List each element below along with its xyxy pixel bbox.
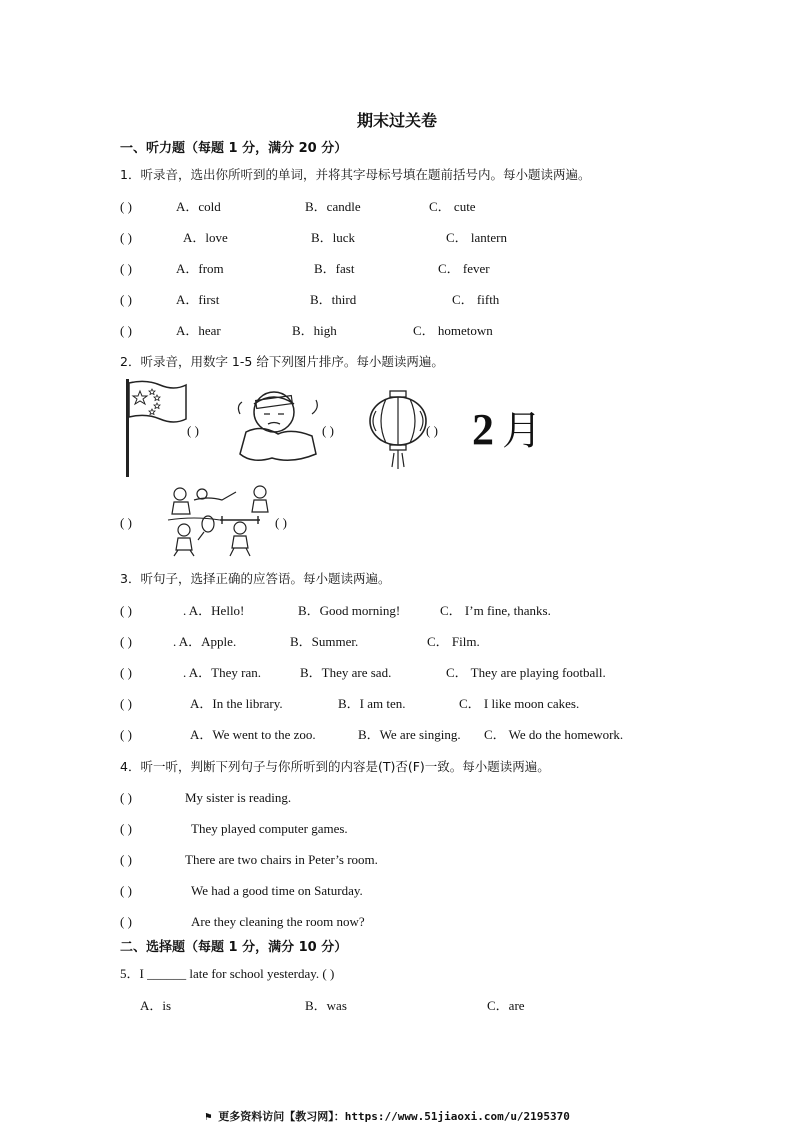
q4-statement: They played computer games. [191, 821, 348, 836]
q4-statement: My sister is reading. [185, 790, 292, 805]
q1-option-a: A．first [176, 292, 220, 307]
answer-paren: ( ) [120, 515, 132, 530]
answer-paren: ( ) [120, 821, 132, 836]
section-choice-heading: 二、选择题（每题 1 分，满分 10 分） [120, 940, 348, 955]
q4-statement: We had a good time on Saturday. [191, 883, 363, 898]
q4-statement: There are two chairs in Peter’s room. [185, 852, 378, 867]
q3-option-b: B．They are sad. [300, 665, 392, 680]
q4-statement: Are they cleaning the room now? [191, 914, 365, 929]
answer-paren: ( ) [426, 423, 438, 438]
lantern-picture [366, 389, 430, 471]
q1-option-b: B．high [292, 323, 337, 338]
q3-option-a: . A．They ran. [183, 665, 261, 680]
q1-option-b: B．third [310, 292, 357, 307]
answer-paren: ( ) [120, 230, 132, 245]
q4-prompt: 4．听一听，判断下列句子与你所听到的内容是(T)否(F)一致。每小题读两遍。 [120, 759, 550, 774]
chinese-flag-picture [124, 377, 188, 479]
q5-prompt: 5．I ______ late for school yesterday. ( ) [120, 966, 335, 981]
q3-option-a: . A．Hello! [183, 603, 245, 618]
q3-option-c: C． We do the homework. [484, 727, 624, 742]
q1-option-a: A．love [183, 230, 228, 245]
q1-option-c: C． fever [438, 261, 490, 276]
month-character: 月 [502, 408, 542, 454]
answer-paren: ( ) [120, 790, 132, 805]
answer-paren: ( ) [120, 603, 132, 618]
answer-paren: ( ) [120, 727, 132, 742]
q5-option-a: A．is [140, 998, 172, 1013]
answer-paren: ( ) [120, 261, 132, 276]
q3-option-b: B．Good morning! [298, 603, 401, 618]
footer-text: 更多资料访问【教习网】：https://www.51jiaoxi.com/u/2195370 [218, 1110, 570, 1123]
q3-option-b: B．I am ten. [338, 696, 406, 711]
flag-icon: ⚑ [205, 1110, 219, 1123]
answer-paren: ( ) [120, 914, 132, 929]
february-picture [472, 406, 542, 455]
answer-paren: ( ) [275, 515, 287, 530]
answer-paren: ( ) [120, 634, 132, 649]
q3-option-c: C． I like moon cakes. [459, 696, 580, 711]
q1-option-c: C． cute [429, 199, 476, 214]
q3-option-c: C． Film. [427, 634, 480, 649]
q1-option-b: B．luck [311, 230, 356, 245]
footer-link[interactable] [205, 1108, 570, 1124]
answer-paren: ( ) [120, 292, 132, 307]
q1-option-a: A．cold [176, 199, 221, 214]
section-listening-heading: 一、听力题（每题 1 分，满分 20 分） [120, 141, 348, 156]
answer-paren: ( ) [120, 199, 132, 214]
sports-picture [164, 484, 276, 558]
q3-option-c: C． They are playing football. [446, 665, 606, 680]
q1-option-c: C． hometown [413, 323, 493, 338]
q3-option-a: A．In the library. [190, 696, 283, 711]
q3-prompt: 3．听句子，选择正确的应答语。每小题读两遍。 [120, 571, 391, 586]
q3-option-a: A．We went to the zoo. [190, 727, 316, 742]
answer-paren: ( ) [120, 696, 132, 711]
page-title: 期末过关卷 [356, 111, 437, 130]
q5-option-c: C．are [487, 998, 525, 1013]
answer-paren: ( ) [120, 665, 132, 680]
q2-prompt: 2．听录音，用数字 1-5 给下列图片排序。每小题读两遍。 [120, 354, 444, 369]
q5-option-b: B．was [305, 998, 347, 1013]
answer-paren: ( ) [120, 883, 132, 898]
q1-option-a: A．from [176, 261, 224, 276]
q3-option-b: B．Summer. [290, 634, 359, 649]
answer-paren: ( ) [120, 852, 132, 867]
q3-option-a: . A．Apple. [173, 634, 237, 649]
answer-paren: ( ) [322, 423, 334, 438]
month-number: 2 [472, 405, 494, 454]
q1-option-b: B．candle [305, 199, 361, 214]
q3-option-b: B．We are singing. [358, 727, 461, 742]
answer-paren: ( ) [120, 323, 132, 338]
q3-option-c: C． I’m fine, thanks. [440, 603, 551, 618]
answer-paren: ( ) [187, 423, 199, 438]
q1-option-a: A．hear [176, 323, 221, 338]
q1-option-c: C． fifth [452, 292, 500, 307]
sick-child-picture [232, 384, 324, 466]
q1-option-c: C． lantern [446, 230, 508, 245]
q1-option-b: B．fast [314, 261, 355, 276]
q1-prompt: 1．听录音，选出你所听到的单词，并将其字母标号填在题前括号内。每小题读两遍。 [120, 167, 591, 182]
